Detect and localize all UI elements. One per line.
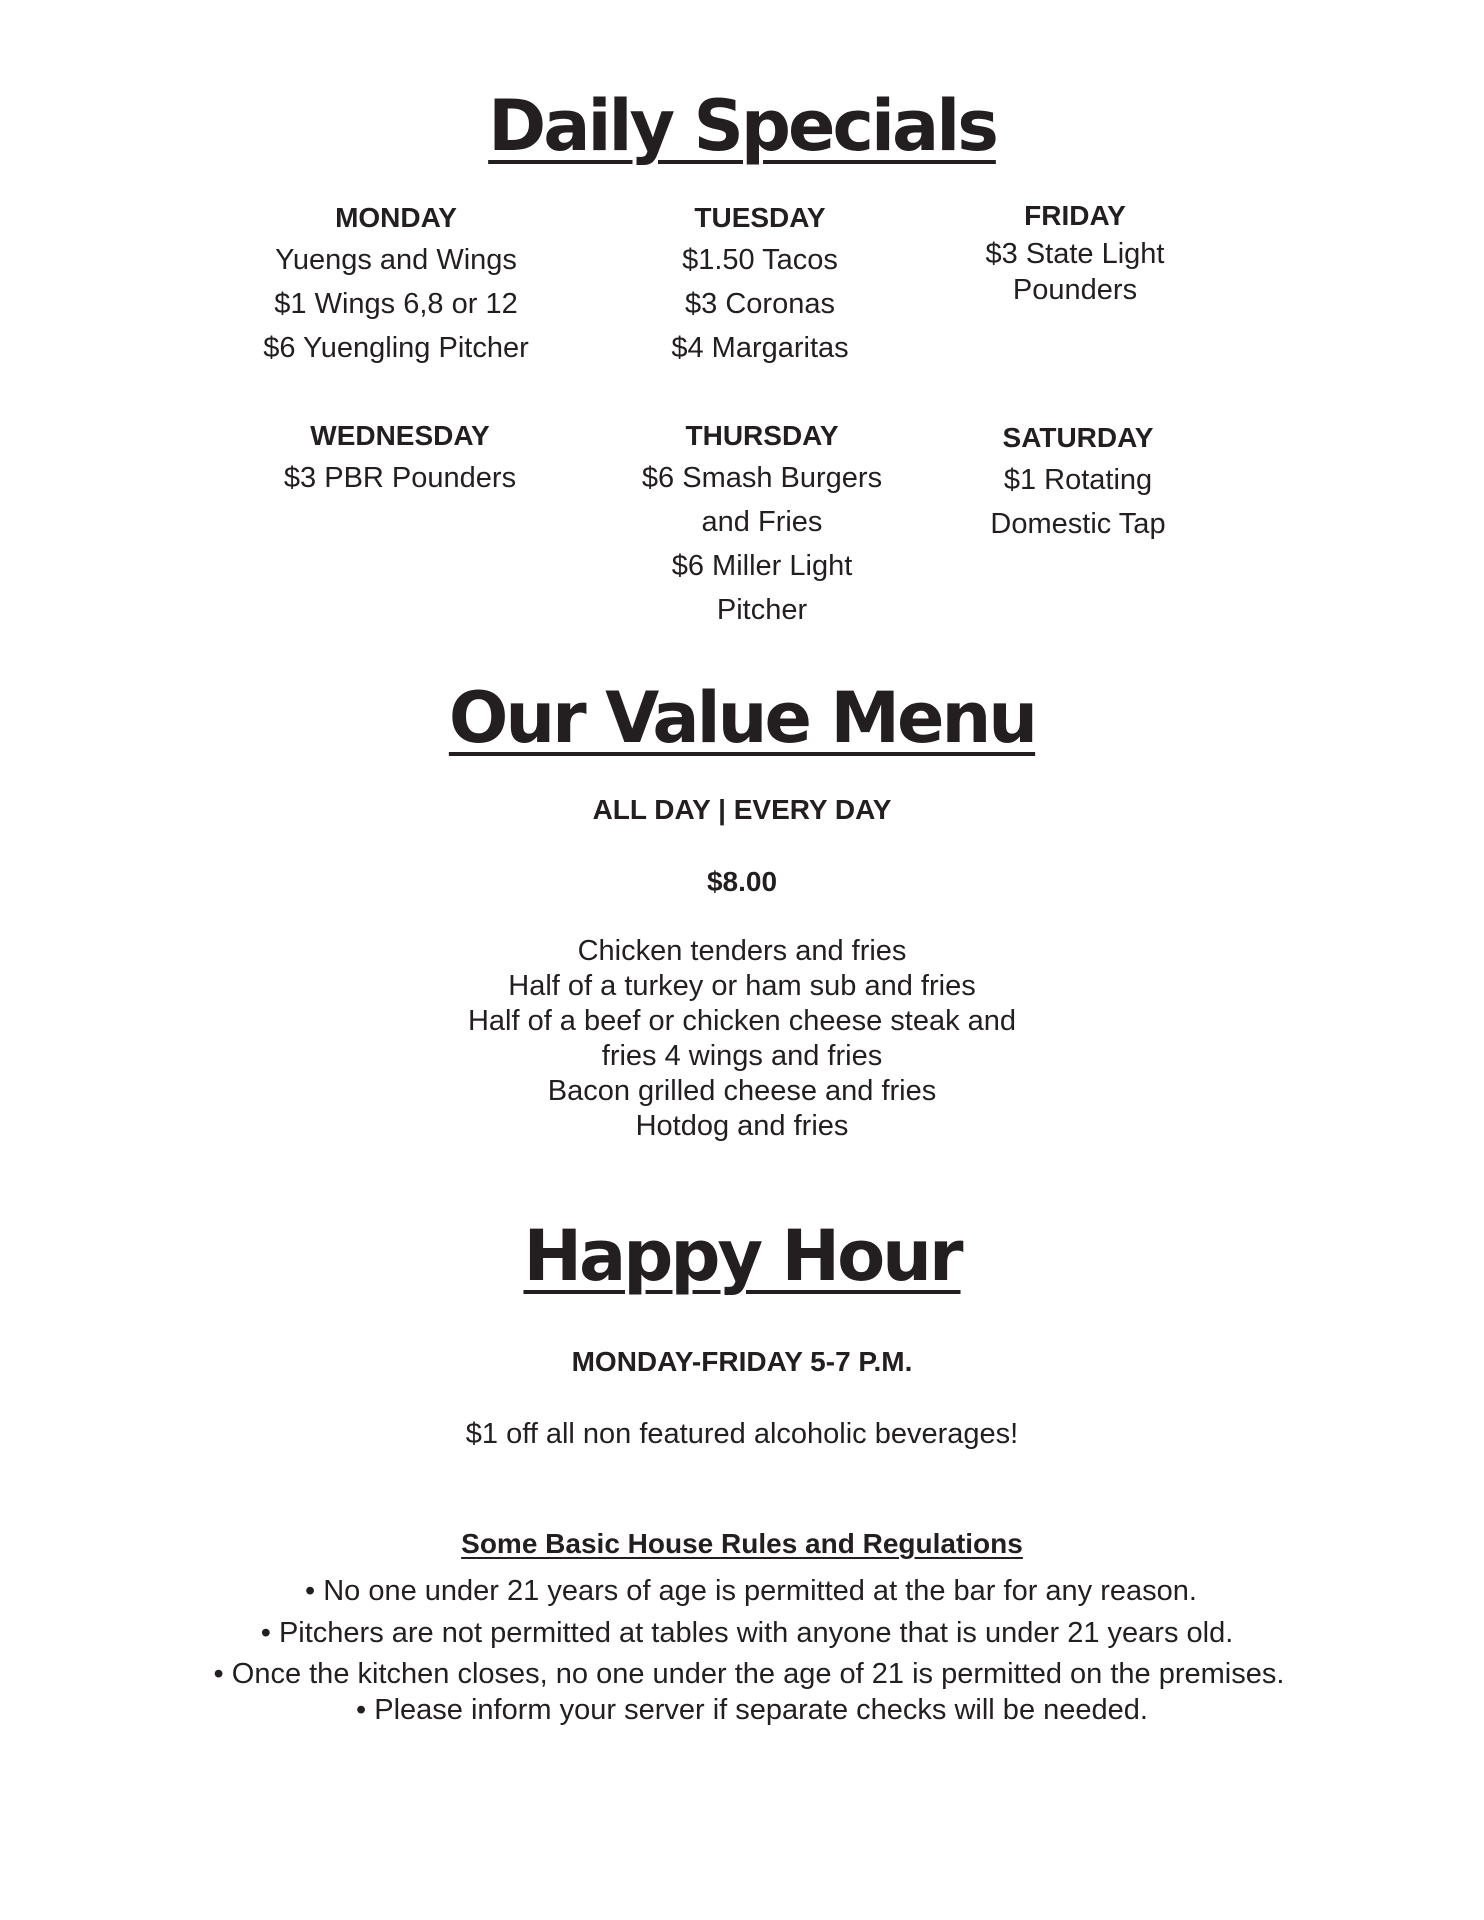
special-line: Pitcher [716, 594, 808, 626]
special-line: $1 Wings 6,8 or 12 [274, 288, 518, 320]
day-name: MONDAY [335, 202, 457, 233]
special-line: $3 State Light [985, 238, 1165, 270]
special-line: and Fries [701, 506, 823, 538]
special-line: $6 Yuengling Pitcher [263, 332, 529, 364]
value-menu-availability: ALL DAY | EVERY DAY [592, 794, 892, 825]
special-line: $6 Smash Burgers [641, 462, 883, 494]
special-line: $3 PBR Pounders [283, 462, 517, 494]
day-thursday [612, 416, 912, 632]
day-wednesday [250, 416, 550, 500]
value-menu-item: Half of a beef or chicken cheese steak and [467, 1005, 1017, 1037]
value-menu-title: Our Value Menu [448, 677, 1036, 759]
value-menu-item: fries 4 wings and fries [601, 1040, 883, 1072]
value-menu-item: Bacon grilled cheese and fries [547, 1075, 937, 1107]
special-line: $1 Rotating [1003, 464, 1153, 496]
special-line: Pounders [1012, 274, 1138, 306]
value-menu-item: Chicken tenders and fries [577, 935, 907, 967]
special-line: $3 Coronas [685, 288, 835, 320]
day-name: WEDNESDAY [310, 420, 490, 451]
day-name: TUESDAY [694, 202, 826, 233]
happy-hour-title: Happy Hour [523, 1215, 961, 1297]
house-rule: • No one under 21 years of age is permitted at the bar for any reason. [305, 1575, 1197, 1607]
happy-hour-offer: $1 off all non featured alcoholic beverages! [465, 1418, 1019, 1450]
special-line: $4 Margaritas [671, 332, 849, 364]
value-menu-item: Half of a turkey or ham sub and fries [508, 970, 976, 1002]
value-menu-item: Hotdog and fries [635, 1110, 849, 1142]
house-rule: • Once the kitchen closes, no one under the age of 21 is permitted on the premises. [213, 1658, 1285, 1690]
daily-specials-title: Daily Specials [488, 85, 996, 167]
day-tuesday [610, 198, 910, 370]
day-saturday [928, 418, 1228, 546]
special-line: Yuengs and Wings [275, 244, 517, 276]
day-name: SATURDAY [1002, 422, 1154, 453]
day-monday [246, 198, 546, 370]
house-rule: • Pitchers are not permitted at tables with anyone that is under 21 years old. [260, 1617, 1234, 1649]
value-menu-items [0, 934, 1484, 1144]
special-line: $1.50 Tacos [682, 244, 838, 276]
day-friday [925, 196, 1225, 308]
value-menu-price: $8.00 [706, 866, 778, 897]
house-rules-heading: Some Basic House Rules and Regulations [461, 1528, 1023, 1559]
special-line: $6 Miller Light [671, 550, 853, 582]
happy-hour-schedule: MONDAY-FRIDAY 5-7 P.M. [571, 1346, 913, 1377]
special-line: Domestic Tap [990, 508, 1166, 540]
day-name: FRIDAY [1024, 200, 1126, 231]
house-rule: • Please inform your server if separate checks will be needed. [356, 1694, 1148, 1726]
day-name: THURSDAY [685, 420, 839, 451]
